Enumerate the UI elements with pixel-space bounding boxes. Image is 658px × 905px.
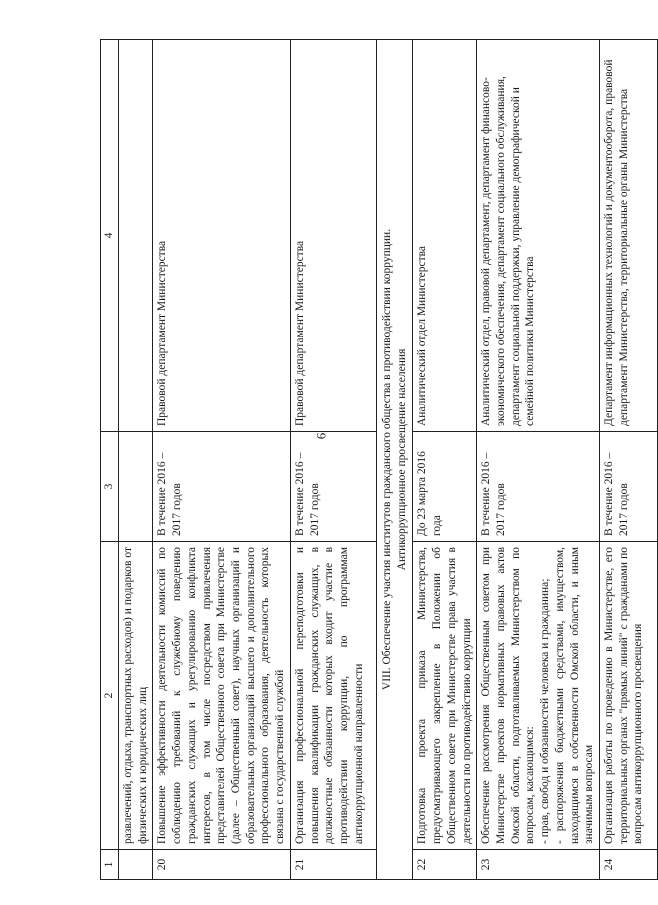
activity-cell [477,542,600,850]
activity-cell: Повышение эффективности деятельности комиссий по соблюдению требований к служебному поведению гражданских служащих и урегулированию конфликта интересов, в том числе посредством привлечения представителей Общественного совета при Министерстве (далее – Общественный совет), научных организаций и образовательных организаций высшего и дополнительного профессионального образования, деятельность которых связана с государственной службой [153,542,290,850]
deadline-cell: В течение 2016 – 2017 годов [290,432,376,542]
table-row [413,40,477,880]
rotated-page [100,40,645,880]
anticorruption-plan-table [100,39,658,880]
table-row [290,40,376,880]
deadline-cell: В течение 2016 – 2017 годов [599,432,657,542]
section-subtitle: Антикоррупционное просвещение населения [395,348,408,571]
row-number: 24 [599,850,657,880]
row-number [119,850,153,880]
row-number: 21 [290,850,376,880]
responsible-cell: Правовой департамент Министерства [290,40,376,432]
row-number: 20 [153,850,290,880]
activity-cell: Организация профессиональной переподготовки и повышения квалификации гражданских служащих, в должностные обязанности которых входит участие в противодействии коррупции, по программам антикоррупционной направленности [290,542,376,850]
activity-cell: развлечений, отдыха, транспортных расходов) и подарков от физических и юридических лиц [119,542,153,850]
deadline-cell: В течение 2016 – 2017 годов [477,432,600,542]
section-heading [376,40,412,880]
header-cell-2: 2 [101,542,119,850]
responsible-cell: Правовой департамент Министерства [153,40,290,432]
table-row [153,40,290,880]
activity-item: - прав, свобод и обязанностей человека и гражданина; [539,578,552,844]
row-number: 23 [477,850,600,880]
responsible-cell: Департамент информационных технологий и документооборота, правовой департамент Министерства, территориальные органы Министерства [599,40,657,432]
deadline-cell: До 23 марта 2016 года [413,432,477,542]
section-heading-row [376,40,412,880]
responsible-cell: Аналитический отдел Министерства [413,40,477,432]
activity-intro: Обеспечение рассмотрения Общественным советом при Министерстве проектов нормативных правовых актов Омской области, подготавливаемых Министерством по вопросам, касающимся: [480,547,537,844]
responsible-cell: Аналитический отдел, правовой департамент, департамент финансово-экономического обеспечения, департамент социального обслуживания, департамент социальной поддержки, управление демографической и семейной политики Министерства [477,40,600,432]
table-row [477,40,600,880]
header-cell-1: 1 [101,850,119,880]
header-cell-4: 4 [101,40,119,432]
activity-item: - распоряжения бюджетными средствами, имуществом, находящимся в собственности Омской области, и иным значимым вопросам [553,547,596,844]
header-cell-3: 3 [101,432,119,542]
activity-cell: Организация работы по проведению в Министерстве, его территориальных органах "прямых линий" с гражданами по вопросам антикоррупционного просвещения [599,542,657,850]
deadline-cell [119,432,153,542]
section-title: VIII. Обеспечение участия институтов гражданского общества в противодействии коррупции. [380,228,393,691]
deadline-cell: В течение 2016 – 2017 годов [153,432,290,542]
header-row [101,40,119,880]
table-row-continuation [119,40,153,880]
row-number: 22 [413,850,477,880]
activity-cell: Подготовка проекта приказа Министерства, предусматривающего закрепление в Положении об Общественном совете при Министерстве права участия в деятельности по противодействию коррупции [413,542,477,850]
responsible-cell [119,40,153,432]
table-row [599,40,657,880]
page-number: 6 [313,432,329,440]
